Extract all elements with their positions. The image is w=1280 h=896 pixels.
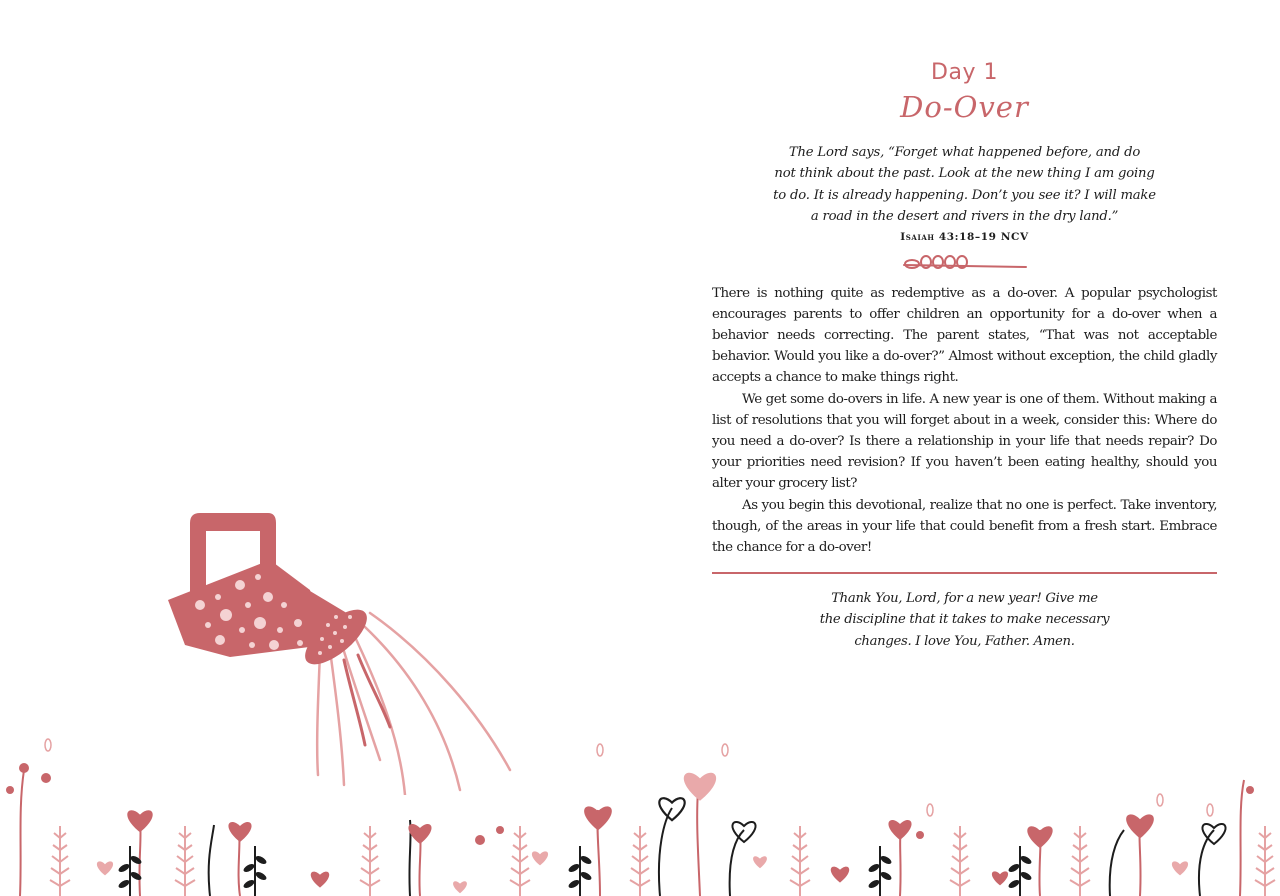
paragraph: As you begin this devotional, realize that no one is perfect. Take inventory, though, of the areas in your life that could benefit from a fresh start. Embrace the chance for a do-over!: [712, 497, 1217, 556]
verse-line: not think about the past. Look at the new thing I am going: [774, 166, 1155, 182]
floral-border: [0, 730, 1280, 896]
prayer-line: the discipline that it takes to make necessary: [819, 612, 1110, 628]
prayer-line: changes. I love You, Father. Amen.: [854, 633, 1075, 649]
day-label: Day 1: [931, 60, 998, 85]
verse-reference: Isaiah 43:18–19 NCV: [900, 230, 1029, 243]
closing-prayer: [795, 588, 1135, 652]
verse-line: a road in the desert and rivers in the dry land.”: [810, 209, 1119, 225]
scripture-verse: [755, 142, 1175, 228]
paragraph: We get some do-overs in life. A new year is one of them. Without making a list of resolutions that you will forget about in a week, consider this: Where do you need a do-over? Is there a relationship in your life that needs repair? Do your priorities need revision? If you haven’t been eating healthy, should you alter your grocery list?: [712, 391, 1217, 492]
verse-line: to do. It is already happening. Don’t you see it? I will make: [773, 187, 1156, 203]
paragraph: There is nothing quite as redemptive as a do-over. A popular psychologist encourages parents to offer children an opportunity for a do-over when a behavior needs correcting. The parent states, “That was not acceptable behavior. Would you like a do-over?” Almost without exception, the child gladly accepts a chance to make things right.: [712, 285, 1217, 386]
verse-line: The Lord says, “Forget what happened before, and do: [788, 145, 1141, 160]
leaf-sprig-icon: [900, 251, 1030, 273]
page-title: Do-Over: [900, 90, 1029, 124]
devotional-page: [712, 58, 1217, 652]
prayer-line: Thank You, Lord, for a new year! Give me: [831, 590, 1098, 606]
devotional-body: [712, 283, 1217, 559]
divider-rule: [712, 572, 1217, 574]
